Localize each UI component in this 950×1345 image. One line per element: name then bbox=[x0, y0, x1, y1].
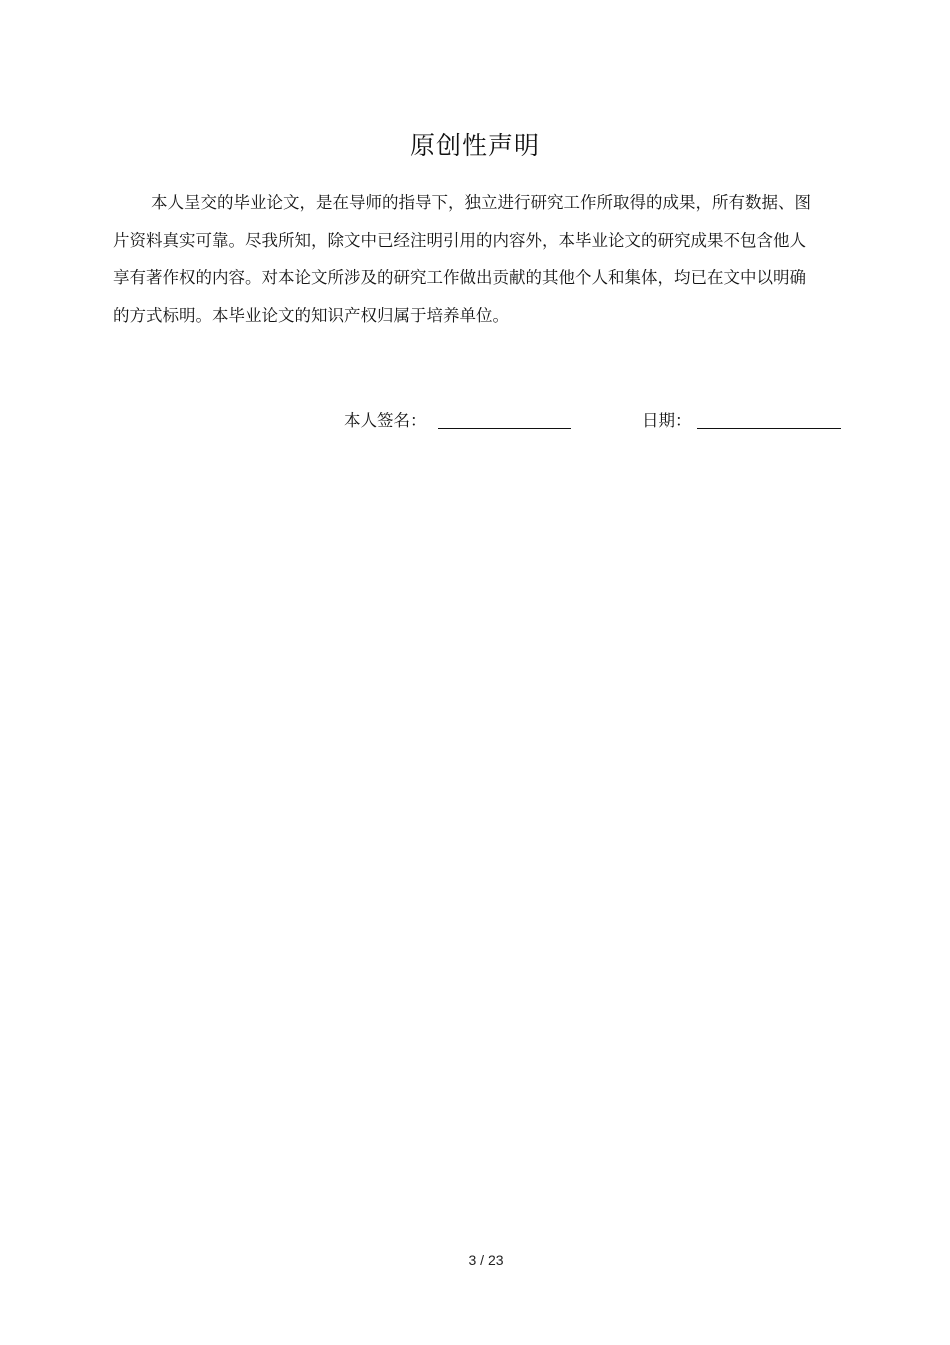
signature-row bbox=[0, 406, 950, 436]
date-label: 日期： bbox=[642, 411, 692, 430]
declaration-paragraph: 本人呈交的毕业论文，是在导师的指导下，独立进行研究工作所取得的成果，所有数据、图片资料真实可靠。尽我所知，除文中已经注明引用的内容外，本毕业论文的研究成果不包含他人享有著作权的内容。对本论文所涉及的研究工作做出贡献的其他个人和集体，均已在文中以明确的方式标明。本毕业论文的知识产权归属于培养单位。 bbox=[113, 193, 811, 325]
date-line bbox=[697, 428, 841, 429]
page-indicator: 3 / 23 bbox=[468, 1252, 504, 1268]
signature-line bbox=[438, 428, 571, 429]
page-title: 原创性声明 bbox=[409, 131, 540, 160]
signature-label: 本人签名： bbox=[344, 411, 427, 430]
